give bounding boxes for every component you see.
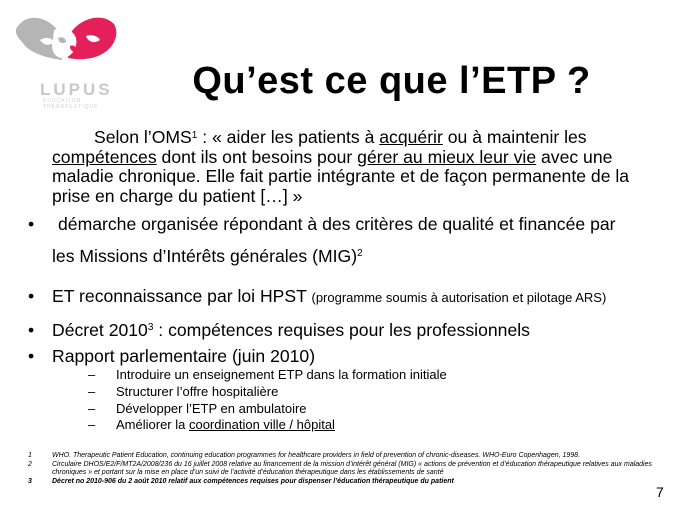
logo-subtitle: EDUCATION THÉRAPEUTIQUE	[43, 98, 99, 110]
bullet-4: • Rapport parlementaire (juin 2010)	[28, 346, 316, 366]
bullet-2-note: (programme soumis à autorisation et pilotage ARS)	[311, 290, 607, 305]
sub-item-2: – Structurer l’offre hospitalière	[88, 384, 279, 399]
footnote-3: 3 Décret no 2010-906 du 2 août 2010 relatif aux compétences requises pour dispenser l’éducation thérapeutique du patient	[28, 478, 454, 485]
slide-title: Qu’est ce que l’ETP ?	[192, 60, 591, 102]
bullet-icon: •	[28, 346, 35, 366]
bullet-icon: •	[28, 214, 35, 234]
intro-text-2: : « aider les patients à	[197, 127, 380, 147]
bullet-1-line2: les Missions d’Intérêts générales (MIG)$^2$	[52, 246, 363, 266]
intro-text-4: dont ils ont besoins pour	[156, 146, 358, 167]
intro-text-1: Selon l’OMS	[94, 127, 192, 147]
logo-name: LUPUS	[40, 80, 113, 99]
bullet-icon: •	[28, 286, 35, 306]
bullet-icon: •	[28, 320, 35, 340]
sub-item-3: – Développer l’ETP en ambulatoire	[88, 401, 307, 416]
footnote-1: 1 WHO. Therapeutic Patient Education, continuing education programmes for healthcare providers in field of prevention of chronic-diseases. WHO-Euro Copenhagen, 1998.	[28, 452, 581, 459]
intro-sup: 1	[191, 130, 198, 141]
page-number: 7	[656, 484, 664, 500]
bullet-2: • ET reconnaissance par loi HPST (programme soumis à autorisation et pilotage ARS)	[28, 286, 607, 306]
sub-item-4: – Améliorer la coordination ville / hôpital	[88, 417, 335, 432]
footnote-2: 2 Circulaire DHOS/E2/F/MT2A/2008/236 du 16 juillet 2008 relative au financement de la mission d’intérêt général (MIG) « actions de prévention et d’éducation thérapeutique relatives aux maladies chroniques » et portant sur la mise en place d’un suivi de l’activité d’éducation thérapeutique dans les établissements de santé	[28, 461, 652, 476]
bullet-3: • Décret 2010$^3$ : compétences requises pour les professionnels	[28, 320, 530, 340]
intro-underline-acquerir: acquérir	[379, 127, 443, 147]
intro-underline-gerer: gérer au mieux leur vie	[357, 146, 537, 167]
intro-text-3: ou à maintenir les	[442, 127, 587, 147]
sub-item-1: – Introduire un enseignement ETP dans la formation initiale	[88, 367, 447, 382]
bullet-1-line1: • démarche organisée répondant à des critères de qualité et financée par	[28, 214, 616, 234]
footnotes	[28, 452, 678, 487]
intro-text-5: avec une maladie chronique. Elle fait partie intégrante et de façon permanente de la prise en charge du patient […] »	[52, 146, 630, 206]
intro-underline-competences: compétences	[52, 146, 157, 167]
intro-paragraph	[52, 128, 672, 206]
